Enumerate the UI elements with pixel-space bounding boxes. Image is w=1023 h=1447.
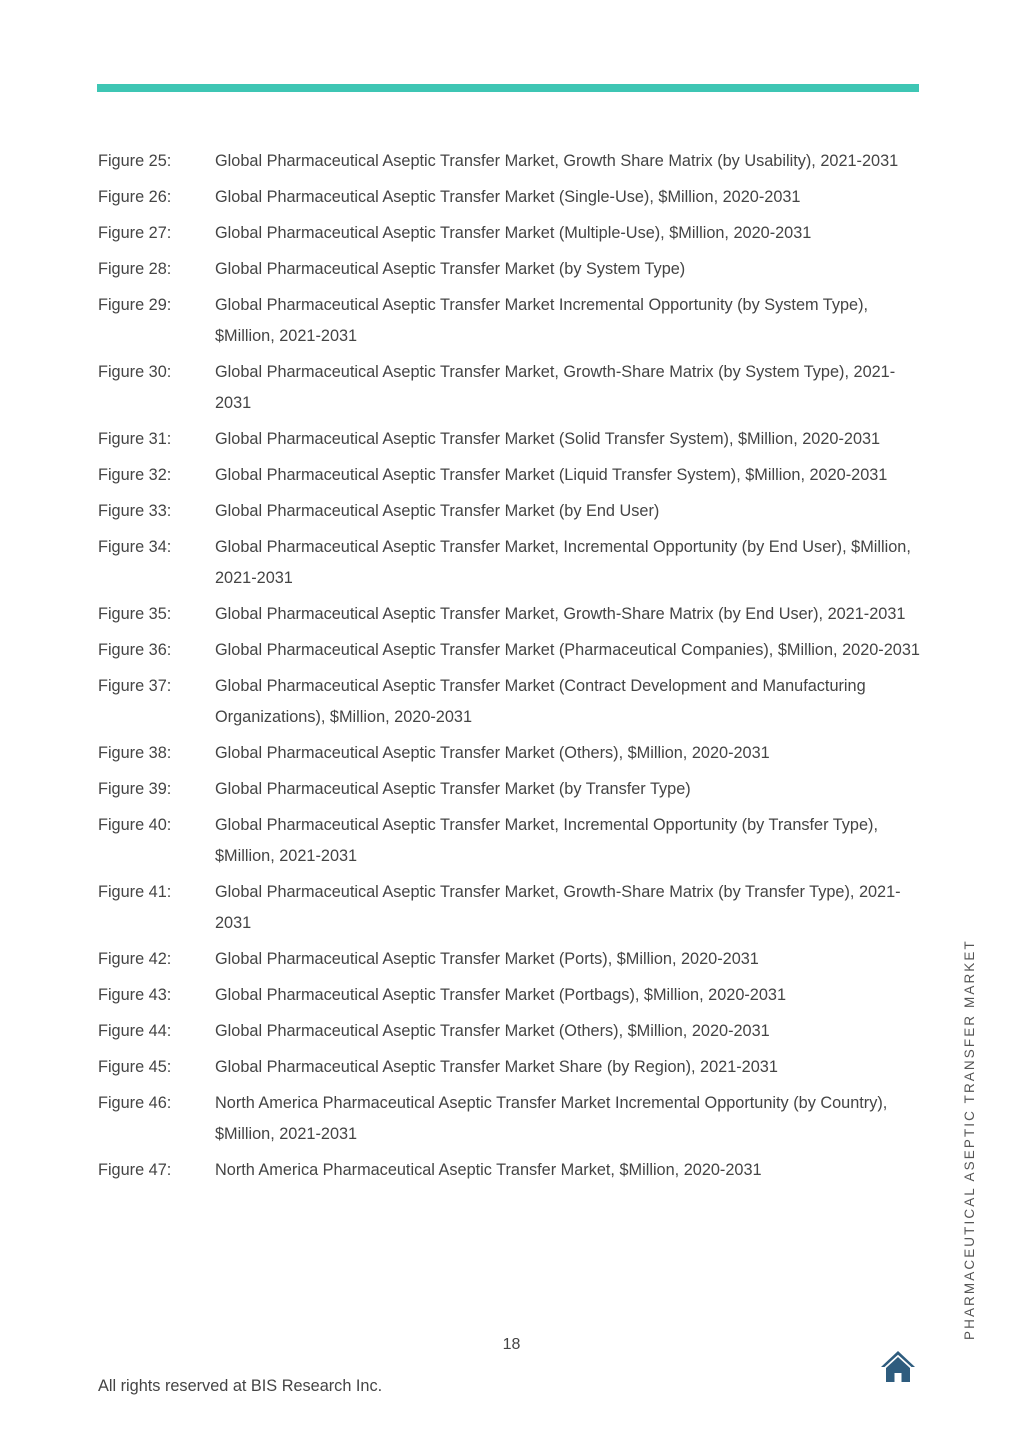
figure-title: Global Pharmaceutical Aseptic Transfer Market (by System Type)	[215, 260, 686, 278]
figure-label: Figure 41:	[98, 883, 172, 901]
figure-title: Global Pharmaceutical Aseptic Transfer Market, Growth-Share Matrix (by Transfer Type), 2021-2031	[215, 883, 901, 932]
page-number: 18	[502, 1336, 521, 1353]
figure-entry	[98, 1052, 928, 1083]
figure-entry	[98, 1016, 928, 1047]
figure-title: Global Pharmaceutical Aseptic Transfer Market (Ports), $Million, 2020-2031	[215, 950, 759, 968]
figure-entry	[98, 944, 928, 975]
figure-title: Global Pharmaceutical Aseptic Transfer Market Share (by Region), 2021-2031	[215, 1058, 778, 1076]
figure-entry	[98, 424, 928, 455]
figure-title: Global Pharmaceutical Aseptic Transfer Market Incremental Opportunity (by System Type), $Million, 2021-2031	[215, 296, 869, 345]
figure-title: Global Pharmaceutical Aseptic Transfer Market (by Transfer Type)	[215, 780, 691, 798]
header-accent-rule	[97, 84, 919, 92]
side-report-title: PHARMACEUTICAL ASEPTIC TRANSFER MARKET	[962, 939, 977, 1340]
figure-title: Global Pharmaceutical Aseptic Transfer Market, Growth-Share Matrix (by System Type), 2021-2031	[215, 363, 896, 412]
figure-title: Global Pharmaceutical Aseptic Transfer Market (by End User)	[215, 502, 660, 520]
figure-entry	[98, 738, 928, 769]
figure-title: Global Pharmaceutical Aseptic Transfer Market (Pharmaceutical Companies), $Million, 2020-2031	[215, 641, 920, 659]
figure-label: Figure 39:	[98, 780, 172, 798]
figure-title: Global Pharmaceutical Aseptic Transfer Market (Contract Development and Manufacturing Organizations), $Million, 2020-2031	[215, 677, 866, 726]
figure-label: Figure 27:	[98, 224, 172, 242]
figure-entry	[98, 635, 928, 666]
figure-entry	[98, 980, 928, 1011]
figure-entry	[98, 1155, 928, 1186]
figure-title: Global Pharmaceutical Aseptic Transfer Market (Others), $Million, 2020-2031	[215, 744, 770, 762]
figure-entry	[98, 599, 928, 630]
figure-label: Figure 45:	[98, 1058, 172, 1076]
figure-label: Figure 31:	[98, 430, 172, 448]
figure-entry	[98, 218, 928, 249]
figure-title: Global Pharmaceutical Aseptic Transfer Market (Solid Transfer System), $Million, 2020-2031	[215, 430, 881, 448]
figure-title: Global Pharmaceutical Aseptic Transfer Market (Others), $Million, 2020-2031	[215, 1022, 770, 1040]
figure-entry	[98, 877, 928, 939]
copyright-notice: All rights reserved at BIS Research Inc.	[98, 1377, 383, 1395]
figure-entry	[98, 182, 928, 213]
figure-label: Figure 43:	[98, 986, 172, 1004]
figure-entry	[98, 671, 928, 733]
figure-label: Figure 34:	[98, 538, 172, 556]
figure-title: Global Pharmaceutical Aseptic Transfer Market, Growth Share Matrix (by Usability), 2021-2031	[215, 152, 899, 170]
figure-title: Global Pharmaceutical Aseptic Transfer Market, Growth-Share Matrix (by End User), 2021-2031	[215, 605, 906, 623]
figure-label: Figure 38:	[98, 744, 172, 762]
figure-entry	[98, 290, 928, 352]
figure-label: Figure 29:	[98, 296, 172, 314]
figure-title: North America Pharmaceutical Aseptic Transfer Market Incremental Opportunity (by Country), $Million, 2021-2031	[215, 1094, 888, 1143]
figure-entry	[98, 460, 928, 491]
home-button[interactable]	[879, 1348, 917, 1384]
figure-label: Figure 36:	[98, 641, 172, 659]
figure-entry	[98, 146, 928, 177]
figure-label: Figure 47:	[98, 1161, 172, 1179]
figure-entry	[98, 810, 928, 872]
figure-label: Figure 25:	[98, 152, 172, 170]
figure-label: Figure 32:	[98, 466, 172, 484]
figure-entry	[98, 496, 928, 527]
figure-entry	[98, 254, 928, 285]
figure-label: Figure 40:	[98, 816, 172, 834]
list-of-figures	[98, 146, 928, 1191]
figure-label: Figure 26:	[98, 188, 172, 206]
figure-title: Global Pharmaceutical Aseptic Transfer Market (Liquid Transfer System), $Million, 2020-2031	[215, 466, 888, 484]
figure-label: Figure 30:	[98, 363, 172, 381]
home-icon	[879, 1348, 917, 1384]
figure-label: Figure 37:	[98, 677, 172, 695]
figure-title: Global Pharmaceutical Aseptic Transfer Market (Single-Use), $Million, 2020-2031	[215, 188, 801, 206]
figure-title: Global Pharmaceutical Aseptic Transfer Market (Portbags), $Million, 2020-2031	[215, 986, 787, 1004]
figure-entry	[98, 357, 928, 419]
figure-label: Figure 42:	[98, 950, 172, 968]
figure-entry	[98, 1088, 928, 1150]
figure-label: Figure 44:	[98, 1022, 172, 1040]
figure-title: North America Pharmaceutical Aseptic Transfer Market, $Million, 2020-2031	[215, 1161, 762, 1179]
figure-title: Global Pharmaceutical Aseptic Transfer Market, Incremental Opportunity (by Transfer Type), $Million, 2021-2031	[215, 816, 878, 865]
figure-entry	[98, 532, 928, 594]
figure-entry	[98, 774, 928, 805]
figure-label: Figure 28:	[98, 260, 172, 278]
figure-label: Figure 35:	[98, 605, 172, 623]
figure-title: Global Pharmaceutical Aseptic Transfer Market (Multiple-Use), $Million, 2020-2031	[215, 224, 812, 242]
figure-label: Figure 33:	[98, 502, 172, 520]
figure-title: Global Pharmaceutical Aseptic Transfer Market, Incremental Opportunity (by End User), $Million, 2021-2031	[215, 538, 911, 587]
figure-label: Figure 46:	[98, 1094, 172, 1112]
